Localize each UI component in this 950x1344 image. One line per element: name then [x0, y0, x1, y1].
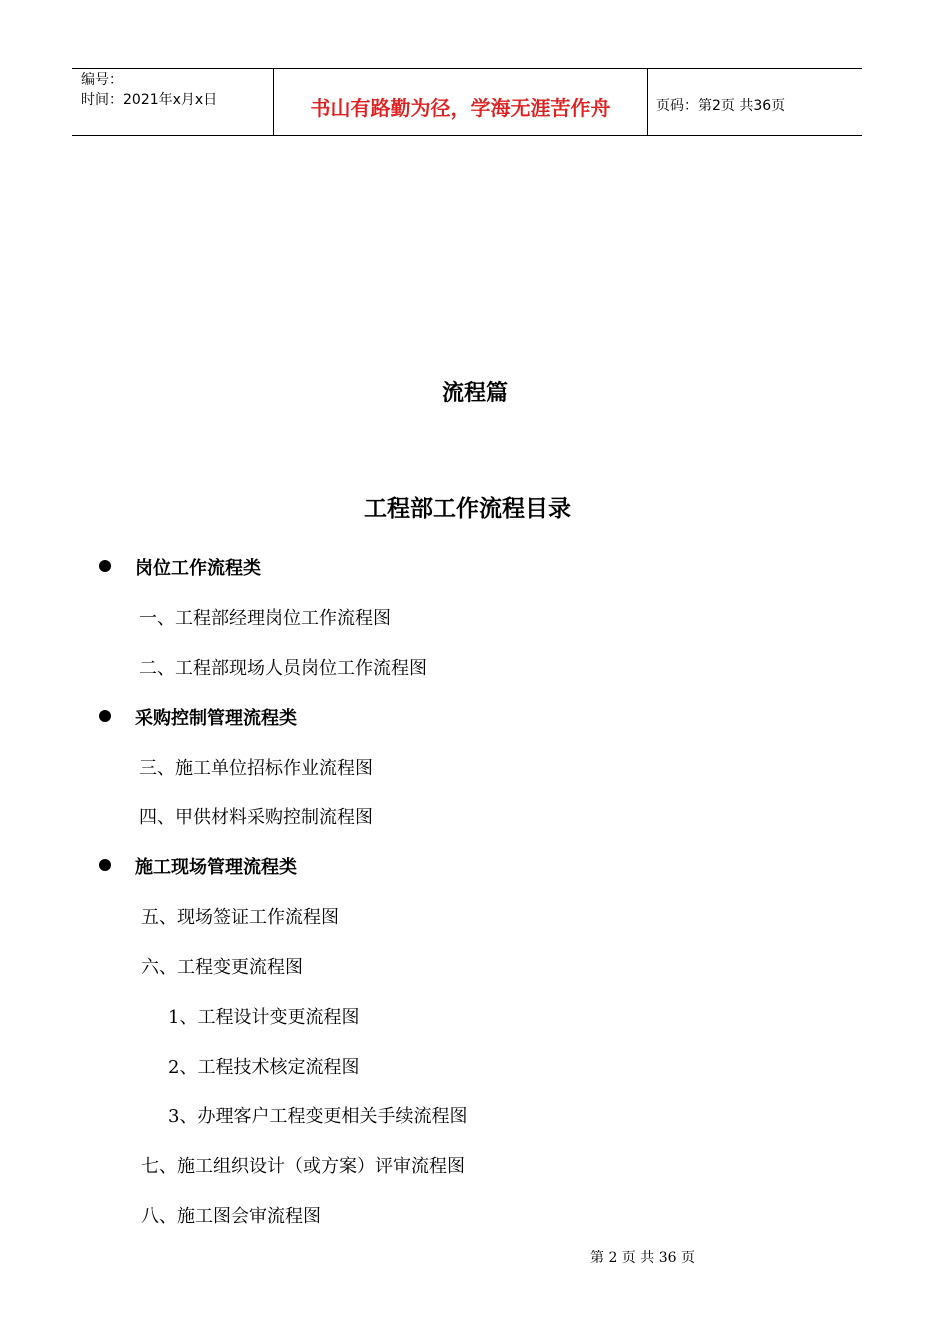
toc-item: 二、工程部现场人员岗位工作流程图 [139, 658, 427, 679]
toc-item: 五、现场签证工作流程图 [141, 907, 339, 928]
header-page-info: 页码：第2页 共36页 [656, 98, 786, 114]
toc-category: 岗位工作流程类 [135, 558, 261, 579]
page-footer: 第 2 页 共 36 页 [590, 1250, 695, 1266]
document-time-label: 时间：2021年x月x日 [81, 92, 218, 108]
toc-subitem: 1、工程设计变更流程图 [168, 1007, 360, 1028]
header-motto-cell [273, 69, 648, 135]
toc-item: 三、施工单位招标作业流程图 [139, 758, 373, 779]
toc-category: 施工现场管理流程类 [135, 857, 297, 878]
header-page-cell [648, 69, 862, 135]
document-number-label: 编号： [81, 72, 123, 88]
toc-title: 工程部工作流程目录 [364, 496, 571, 522]
toc-subitem: 2、工程技术核定流程图 [168, 1057, 360, 1078]
document-header [72, 68, 862, 136]
toc-item: 七、施工组织设计（或方案）评审流程图 [141, 1156, 465, 1177]
toc-item: 一、工程部经理岗位工作流程图 [139, 608, 391, 629]
page-title: 流程篇 [441, 381, 508, 406]
bullet-icon [99, 710, 111, 722]
toc-item: 六、工程变更流程图 [141, 957, 303, 978]
bullet-icon [99, 560, 111, 572]
header-left-cell [72, 69, 273, 135]
header-motto: 书山有路勤为径，学海无涯苦作舟 [310, 96, 611, 120]
toc-item: 四、甲供材料采购控制流程图 [139, 807, 373, 828]
toc-subitem: 3、办理客户工程变更相关手续流程图 [168, 1106, 468, 1127]
toc-category: 采购控制管理流程类 [135, 708, 297, 729]
bullet-icon [99, 859, 111, 871]
toc-item: 八、施工图会审流程图 [141, 1206, 321, 1227]
